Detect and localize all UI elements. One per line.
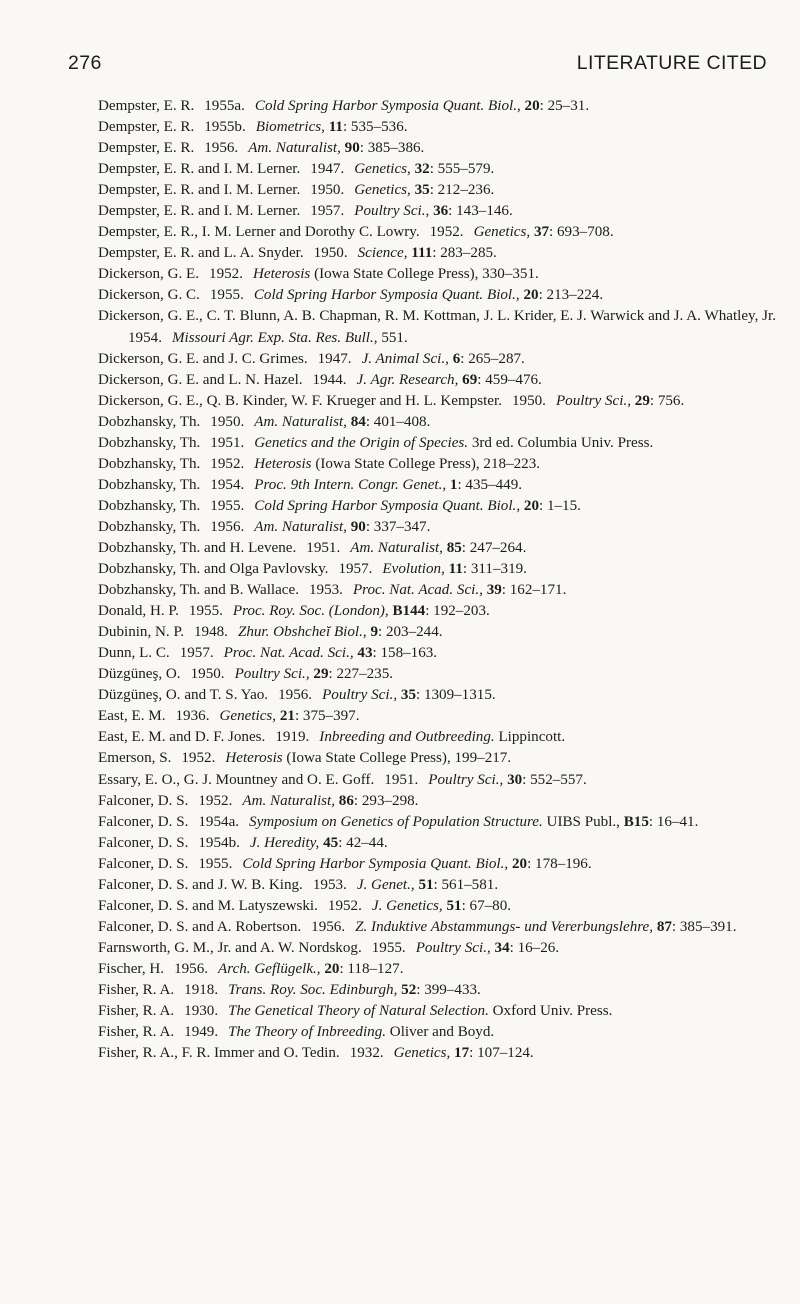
reference-volume: 20: [524, 98, 540, 114]
running-head: LITERATURE CITED: [576, 52, 767, 74]
reference-list: [98, 96, 776, 1064]
reference-pages: : 385–386.: [359, 140, 425, 157]
page-header: [68, 52, 767, 78]
reference-pages: : 435–449.: [457, 476, 523, 493]
reference-volume: 20: [523, 497, 539, 514]
reference-pages: : 311–319.: [462, 561, 527, 578]
reference-entry: [98, 96, 776, 117]
reference-year: 1952.: [210, 455, 245, 472]
reference-source: J. Agr. Research,: [356, 371, 459, 388]
page-number: 276: [68, 52, 102, 74]
reference-volume: 36: [433, 203, 449, 220]
reference-year: 1949.: [184, 1024, 219, 1041]
reference-pages: : 158–163.: [372, 645, 438, 662]
reference-entry: [98, 812, 776, 833]
reference-entry: [98, 664, 776, 685]
reference-pages: : 143–146.: [448, 203, 513, 220]
reference-year: 1952.: [209, 266, 243, 283]
reference-authors: Falconer, D. S.: [98, 834, 189, 851]
reference-authors: Düzgüneş, O.: [98, 666, 181, 683]
reference-authors: Fisher, R. A.: [98, 1003, 175, 1020]
reference-year: 1956.: [278, 687, 313, 704]
reference-year: 1952.: [429, 224, 464, 241]
reference-source: Poultry Sci.,: [415, 939, 491, 956]
reference-pages: : 16–41.: [648, 813, 699, 830]
reference-source: Poultry Sci.,: [234, 666, 310, 683]
reference-source: Biometrics,: [255, 119, 325, 136]
reference-entry: [98, 264, 776, 285]
reference-entry: [98, 285, 776, 306]
reference-pages: : 535–536.: [342, 119, 408, 136]
reference-pages: : 459–476.: [477, 371, 542, 388]
reference-year: 1954b.: [198, 834, 240, 851]
reference-entry: [98, 622, 776, 643]
reference-pages: : 399–433.: [416, 981, 481, 998]
reference-pages: 3rd ed. Columbia Univ. Press.: [468, 434, 654, 451]
reference-year: 1955.: [209, 287, 244, 304]
reference-volume: 35: [414, 182, 430, 199]
reference-source: J. Animal Sci.,: [361, 350, 449, 367]
reference-authors: Dempster, E. R. and I. M. Lerner.: [98, 182, 301, 199]
reference-authors: Düzgüneş, O. and T. S. Yao.: [98, 687, 269, 704]
reference-entry: [98, 117, 776, 138]
reference-entry: [98, 854, 776, 875]
reference-pages: 551.: [377, 329, 408, 346]
reference-year: 1956.: [174, 960, 209, 977]
reference-volume: 84: [350, 413, 366, 430]
reference-year: 1951.: [210, 434, 245, 451]
reference-year: 1956.: [204, 140, 239, 157]
reference-volume: 51: [446, 897, 462, 914]
reference-source: Cold Spring Harbor Symposia Quant. Biol.,: [253, 287, 520, 304]
reference-pages: : 67–80.: [461, 897, 512, 914]
reference-authors: Fischer, H.: [98, 960, 165, 977]
reference-volume: 39: [486, 582, 502, 599]
reference-authors: Dickerson, G. E. and J. C. Grimes.: [98, 350, 308, 367]
reference-pages: : 756.: [649, 392, 685, 409]
reference-source: Symposium on Genetics of Population Structure.: [249, 813, 543, 830]
reference-entry: [98, 159, 776, 180]
reference-entry: [98, 496, 776, 517]
reference-authors: Falconer, D. S.: [98, 855, 189, 872]
reference-authors: Dobzhansky, Th. and H. Levene.: [98, 539, 297, 556]
reference-source: Zhur. Obshcheĭ Biol.,: [237, 624, 367, 641]
reference-year: 1932.: [349, 1045, 384, 1062]
reference-authors: Dobzhansky, Th.: [98, 476, 201, 493]
reference-pages: : 247–264.: [461, 539, 527, 556]
reference-pages: Oliver and Boyd.: [386, 1024, 495, 1041]
reference-source: Am. Naturalist,: [248, 140, 341, 157]
reference-year: 1955a.: [204, 98, 245, 114]
reference-volume: 29: [313, 666, 329, 683]
reference-entry: [98, 748, 776, 769]
reference-year: 1955.: [188, 603, 223, 620]
reference-entry: [98, 433, 776, 454]
reference-source: J. Genetics,: [371, 897, 443, 914]
reference-source: Cold Spring Harbor Symposia Quant. Biol.,: [254, 497, 521, 514]
reference-authors: Dempster, E. R. and I. M. Lerner.: [98, 203, 301, 220]
reference-source: The Theory of Inbreeding.: [228, 1024, 387, 1041]
reference-entry: [98, 517, 776, 538]
reference-source: Genetics,: [354, 161, 411, 178]
reference-year: 1955.: [198, 855, 233, 872]
reference-year: 1956.: [210, 518, 245, 535]
reference-entry: [98, 896, 776, 917]
reference-entry: [98, 580, 776, 601]
reference-pages: : 107–124.: [469, 1045, 534, 1062]
reference-pages: : 118–127.: [339, 960, 404, 977]
reference-authors: Dickerson, G. C.: [98, 287, 200, 304]
reference-authors: Dempster, E. R.: [98, 140, 195, 157]
reference-source: Heterosis: [253, 266, 311, 283]
reference-pages: UIBS Publ.,: [542, 813, 624, 830]
reference-entry: [98, 370, 776, 391]
reference-pages: (Iowa State College Press), 330–351.: [310, 266, 539, 283]
reference-source: J. Genet.,: [356, 876, 415, 893]
reference-entry: [98, 959, 776, 980]
reference-volume: 20: [523, 287, 539, 304]
reference-pages: : 1–15.: [538, 497, 581, 514]
reference-year: 1918.: [184, 981, 219, 998]
reference-authors: Dunn, L. C.: [98, 645, 170, 662]
reference-entry: [98, 559, 776, 580]
reference-source: Poultry Sci.,: [428, 771, 504, 788]
reference-authors: East, E. M.: [98, 708, 166, 725]
reference-authors: Dickerson, G. E., C. T. Blunn, A. B. Chapman, R. M. Kottman, J. L. Krider, E. J. Warwick and J. A. Whatley, Jr.: [98, 308, 776, 325]
reference-authors: Fisher, R. A.: [98, 981, 175, 998]
reference-authors: Dempster, E. R. and L. A. Snyder.: [98, 245, 304, 262]
reference-entry: [98, 306, 776, 348]
reference-year: 1950.: [210, 413, 245, 430]
reference-authors: Dobzhansky, Th. and B. Wallace.: [98, 582, 299, 599]
reference-pages: : 561–581.: [433, 876, 499, 893]
reference-source: Proc. Nat. Acad. Sci.,: [223, 645, 354, 662]
reference-volume: 17: [454, 1045, 470, 1062]
reference-volume: 32: [414, 161, 430, 178]
reference-source: Z. Induktive Abstammungs- und Vererbungslehre,: [355, 918, 654, 935]
reference-authors: Dobzhansky, Th.: [98, 497, 201, 514]
reference-year: 1947.: [317, 350, 352, 367]
reference-source: Genetics,: [393, 1045, 451, 1062]
reference-year: 1952.: [198, 792, 233, 809]
reference-volume: 11: [448, 561, 463, 578]
reference-pages: : 401–408.: [365, 413, 431, 430]
reference-volume: 35: [400, 687, 416, 704]
reference-entry: [98, 391, 776, 412]
reference-pages: : 42–44.: [338, 834, 388, 851]
reference-year: 1957.: [179, 645, 214, 662]
reference-pages: : 693–708.: [549, 224, 614, 241]
reference-year: 1951.: [384, 771, 419, 788]
reference-authors: Dobzhansky, Th.: [98, 518, 201, 535]
reference-year: 1955.: [371, 939, 406, 956]
reference-year: 1953.: [312, 876, 347, 893]
reference-authors: Falconer, D. S.: [98, 813, 189, 830]
reference-source: Inbreeding and Outbreeding.: [319, 729, 495, 746]
reference-volume: B144: [392, 603, 426, 620]
reference-authors: Dempster, E. R., I. M. Lerner and Dorothy C. Lowry.: [98, 224, 420, 241]
reference-authors: Dempster, E. R.: [98, 98, 195, 114]
reference-source: Evolution,: [382, 561, 445, 578]
reference-entry: [98, 222, 776, 243]
reference-source: Proc. 9th Intern. Congr. Genet.,: [254, 476, 447, 493]
reference-volume: 29: [634, 392, 650, 409]
reference-source: Am. Naturalist,: [242, 792, 336, 809]
reference-pages: : 552–557.: [522, 771, 587, 788]
reference-volume: 1: [449, 476, 458, 493]
reference-pages: (Iowa State College Press), 199–217.: [282, 750, 512, 767]
reference-source: Poultry Sci.,: [354, 203, 430, 220]
reference-pages: : 265–287.: [460, 350, 525, 367]
reference-authors: Dobzhansky, Th. and Olga Pavlovsky.: [98, 561, 329, 578]
reference-source: Arch. Geflügelk.,: [218, 960, 321, 977]
reference-authors: Falconer, D. S. and J. W. B. King.: [98, 876, 303, 893]
reference-entry: [98, 938, 776, 959]
reference-volume: 6: [452, 350, 461, 367]
reference-year: 1948.: [193, 624, 228, 641]
reference-year: 1957.: [310, 203, 345, 220]
reference-source: Genetics,: [219, 708, 277, 725]
reference-source: Poultry Sci.,: [322, 687, 398, 704]
reference-pages: : 25–31.: [539, 98, 590, 114]
reference-entry: [98, 349, 776, 370]
reference-source: The Genetical Theory of Natural Selection.: [228, 1003, 489, 1020]
reference-entry: [98, 201, 776, 222]
reference-year: 1950.: [190, 666, 225, 683]
reference-year: 1956.: [311, 918, 346, 935]
reference-source: Science,: [357, 245, 408, 262]
reference-authors: Donald, H. P.: [98, 603, 179, 620]
reference-entry: [98, 243, 776, 264]
reference-source: Trans. Roy. Soc. Edinburgh,: [228, 981, 398, 998]
reference-entry: [98, 180, 776, 201]
reference-volume: 90: [344, 140, 360, 157]
reference-year: 1951.: [306, 539, 341, 556]
reference-volume: 34: [494, 939, 510, 956]
reference-entry: [98, 770, 776, 791]
reference-pages: : 227–235.: [328, 666, 394, 683]
reference-year: 1954.: [128, 329, 162, 346]
reference-volume: 11: [328, 119, 343, 136]
reference-source: Proc. Nat. Acad. Sci.,: [352, 582, 483, 599]
reference-volume: 30: [507, 771, 523, 788]
reference-entry: [98, 454, 776, 475]
reference-pages: : 162–171.: [501, 582, 567, 599]
reference-pages: : 213–224.: [538, 287, 604, 304]
reference-year: 1930.: [184, 1003, 219, 1020]
reference-entry: [98, 601, 776, 622]
reference-pages: : 385–391.: [671, 918, 737, 935]
reference-year: 1944.: [312, 371, 347, 388]
reference-volume: 87: [656, 918, 672, 935]
reference-authors: Dobzhansky, Th.: [98, 455, 201, 472]
reference-source: J. Heredity,: [249, 834, 320, 851]
reference-entry: [98, 412, 776, 433]
reference-volume: 111: [411, 245, 433, 262]
reference-entry: [98, 643, 776, 664]
reference-source: Genetics,: [473, 224, 531, 241]
reference-authors: Essary, E. O., G. J. Mountney and O. E. Goff.: [98, 771, 375, 788]
reference-authors: Dubinin, N. P.: [98, 624, 184, 641]
reference-entry: [98, 475, 776, 496]
reference-entry: [98, 685, 776, 706]
reference-source: Genetics and the Origin of Species.: [254, 434, 469, 451]
reference-volume: 90: [350, 518, 366, 535]
reference-pages: : 16–26.: [509, 939, 560, 956]
reference-pages: : 212–236.: [429, 182, 495, 199]
reference-pages: : 293–298.: [353, 792, 419, 809]
reference-authors: Falconer, D. S. and M. Latyszewski.: [98, 897, 318, 914]
reference-entry: [98, 791, 776, 812]
reference-volume: B15: [623, 813, 649, 830]
reference-entry: [98, 138, 776, 159]
reference-authors: Dobzhansky, Th.: [98, 413, 201, 430]
reference-pages: : 1309–1315.: [415, 687, 496, 704]
reference-entry: [98, 917, 776, 938]
reference-authors: Dempster, E. R.: [98, 119, 195, 136]
reference-entry: [98, 727, 776, 748]
reference-authors: Fisher, R. A., F. R. Immer and O. Tedin.: [98, 1045, 340, 1062]
reference-authors: Emerson, S.: [98, 750, 172, 767]
reference-source: Am. Naturalist,: [254, 413, 347, 430]
reference-pages: : 192–203.: [425, 603, 490, 620]
reference-year: 1954a.: [198, 813, 240, 830]
reference-authors: Dempster, E. R. and I. M. Lerner.: [98, 161, 301, 178]
reference-year: 1957.: [338, 561, 373, 578]
reference-source: Heterosis: [254, 455, 312, 472]
reference-authors: Falconer, D. S. and A. Robertson.: [98, 918, 302, 935]
reference-entry: [98, 980, 776, 1001]
reference-entry: [98, 1001, 776, 1022]
reference-volume: 21: [279, 708, 295, 725]
reference-volume: 45: [323, 834, 339, 851]
reference-authors: Dickerson, G. E. and L. N. Hazel.: [98, 371, 303, 388]
reference-volume: 9: [370, 624, 378, 641]
reference-pages: : 375–397.: [294, 708, 360, 725]
reference-year: 1950.: [511, 392, 546, 409]
reference-entry: [98, 706, 776, 727]
reference-source: Genetics,: [354, 182, 411, 199]
reference-source: Poultry Sci.,: [555, 392, 631, 409]
reference-entry: [98, 833, 776, 854]
reference-volume: 69: [462, 371, 478, 388]
reference-volume: 85: [446, 539, 462, 556]
reference-volume: 20: [511, 855, 528, 872]
reference-year: 1950.: [313, 245, 348, 262]
reference-source: Cold Spring Harbor Symposia Quant. Biol.,: [254, 98, 521, 114]
reference-entry: [98, 1022, 776, 1043]
reference-volume: 86: [338, 792, 354, 809]
reference-year: 1955b.: [204, 119, 246, 136]
reference-year: 1952.: [181, 750, 216, 767]
reference-source: Heterosis: [225, 750, 283, 767]
reference-source: Proc. Roy. Soc. (London),: [232, 603, 389, 620]
reference-pages: Lippincott.: [494, 729, 566, 746]
reference-year: 1955.: [210, 497, 245, 514]
reference-pages: (Iowa State College Press), 218–223.: [311, 455, 541, 472]
reference-source: Missouri Agr. Exp. Sta. Res. Bull.,: [171, 329, 378, 346]
reference-year: 1952.: [327, 897, 362, 914]
reference-volume: 37: [533, 224, 550, 241]
reference-year: 1953.: [308, 582, 343, 599]
reference-volume: 43: [357, 645, 373, 662]
reference-authors: Falconer, D. S.: [98, 792, 189, 809]
reference-year: 1950.: [310, 182, 345, 199]
reference-year: 1919.: [275, 729, 310, 746]
reference-authors: Dickerson, G. E., Q. B. Kinder, W. F. Krueger and H. L. Kempster.: [98, 392, 502, 409]
reference-pages: : 178–196.: [527, 855, 592, 872]
reference-pages: : 203–244.: [377, 624, 443, 641]
reference-authors: Dickerson, G. E.: [98, 266, 200, 283]
reference-source: Am. Naturalist,: [254, 518, 347, 535]
reference-pages: Oxford Univ. Press.: [488, 1003, 613, 1020]
reference-year: 1936.: [175, 708, 210, 725]
reference-authors: Fisher, R. A.: [98, 1024, 175, 1041]
reference-volume: 52: [401, 981, 417, 998]
reference-authors: Dobzhansky, Th.: [98, 434, 201, 451]
reference-authors: East, E. M. and D. F. Jones.: [98, 729, 266, 746]
reference-pages: : 337–347.: [365, 518, 431, 535]
reference-source: Cold Spring Harbor Symposia Quant. Biol.,: [242, 855, 509, 872]
reference-year: 1947.: [310, 161, 345, 178]
reference-entry: [98, 538, 776, 559]
reference-entry: [98, 1043, 776, 1064]
reference-pages: : 555–579.: [429, 161, 495, 178]
reference-pages: : 283–285.: [432, 245, 497, 262]
reference-volume: 20: [324, 960, 340, 977]
reference-entry: [98, 875, 776, 896]
reference-volume: 51: [418, 876, 434, 893]
reference-source: Am. Naturalist,: [350, 539, 443, 556]
reference-year: 1954.: [210, 476, 245, 493]
reference-authors: Farnsworth, G. M., Jr. and A. W. Nordskog.: [98, 939, 362, 956]
